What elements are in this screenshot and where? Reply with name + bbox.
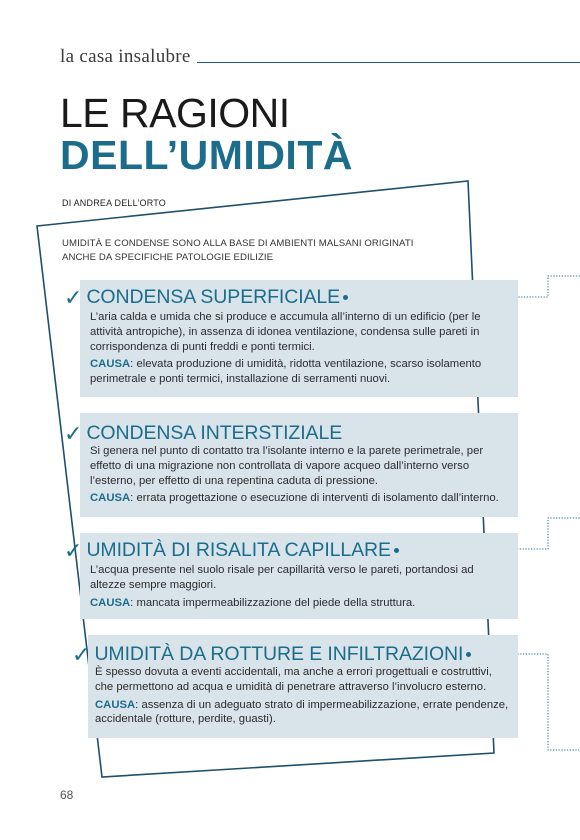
card-title: UMIDITÀ DI RISALITA CAPILLARE: [86, 539, 391, 561]
cause-text: : assenza di un adeguato strato di impermeabilizzazione, errate pendenze, accidentale (rotture, perdite, guasti).: [95, 698, 509, 726]
card-cause: [90, 357, 510, 387]
cause-label: CAUSA: [90, 492, 131, 505]
card-text: Si genera nel punto di contatto tra l’isolante interno e la parete perimetrale, per effetto di una migrazione non controllata di vapore acqueo dall’interno verso l’esterno, per effetto di una repentina caduta di pressione.: [90, 445, 484, 487]
checkmark-icon: ✓: [64, 537, 83, 563]
intro-line-1: UMIDITÀ E CONDENSE SONO ALLA BASE DI AMBIENTI MALSANI ORIGINATI: [62, 238, 414, 249]
cause-text: : errata progettazione o esecuzione di interventi di isolamento dall’interno.: [130, 492, 499, 505]
bullet-dot-icon: [394, 548, 399, 553]
card-cause: [95, 698, 510, 728]
card-title: CONDENSA SUPERFICIALE: [86, 286, 341, 308]
card-text: L’aria calda e umida che si produce e accumula all’interno di un edificio (per le attività antropiche), in assenza di idonea ventilazione, condensa sulle pareti in corrispondenza di punti freddi e ponti termici.: [90, 311, 481, 353]
page-number: 68: [60, 788, 74, 802]
checkmark-icon: ✓: [64, 420, 83, 446]
author-byline: DI ANDREA DELL’ORTO: [62, 198, 167, 208]
card-cause: [90, 596, 510, 611]
intro-line-2: ANCHE DA SPECIFICHE PATOLOGIE EDILIZIE: [62, 251, 274, 263]
checkmark-icon: ✓: [72, 641, 91, 667]
bullet-dot-icon: [343, 295, 348, 300]
section-header: [60, 44, 580, 68]
article-title-line-1: LE RAGIONI: [60, 90, 290, 136]
card-text: È spesso dovuta a eventi accidentali, ma anche a errori progettuali e costruttivi, che permettono ad acqua e umidità di penetrare attraverso l’involucro esterno.: [95, 666, 492, 693]
card-condensa-interstiziale-heading: [64, 422, 342, 445]
card-text: L’acqua presente nel suolo risale per capillarità verso le pareti, portandosi ad altezze sempre maggiori.: [90, 564, 474, 591]
article-title-line-2: DELL’UMIDITÀ: [60, 132, 353, 178]
cause-label: CAUSA: [90, 358, 131, 371]
intro-text: [62, 237, 422, 264]
section-rule: [197, 62, 580, 63]
card-risalita-capillare-heading: [64, 539, 399, 562]
cause-text: : mancata impermeabilizzazione del piede della struttura.: [130, 596, 416, 609]
card-condensa-interstiziale-body: [90, 444, 510, 506]
card-risalita-capillare-body: [90, 563, 510, 610]
card-cause: [90, 491, 510, 506]
card-title: CONDENSA INTERSTIZIALE: [86, 422, 343, 444]
card-rotture-infiltrazioni-heading: [72, 643, 471, 666]
section-title: la casa insalubre: [60, 46, 191, 67]
checkmark-icon: ✓: [64, 284, 83, 310]
cause-label: CAUSA: [95, 698, 136, 711]
card-condensa-superficiale-heading: [64, 286, 348, 309]
cause-label: CAUSA: [90, 596, 131, 609]
card-rotture-infiltrazioni-body: [95, 665, 510, 727]
card-title: UMIDITÀ DA ROTTURE E INFILTRAZIONI: [94, 643, 464, 665]
card-condensa-superficiale-body: [90, 310, 510, 387]
bullet-dot-icon: [466, 652, 471, 657]
cause-text: : elevata produzione di umidità, ridotta ventilazione, scarso isolamento perimetrale e ponti termici, installazione di serramenti nuovi.: [90, 358, 482, 386]
